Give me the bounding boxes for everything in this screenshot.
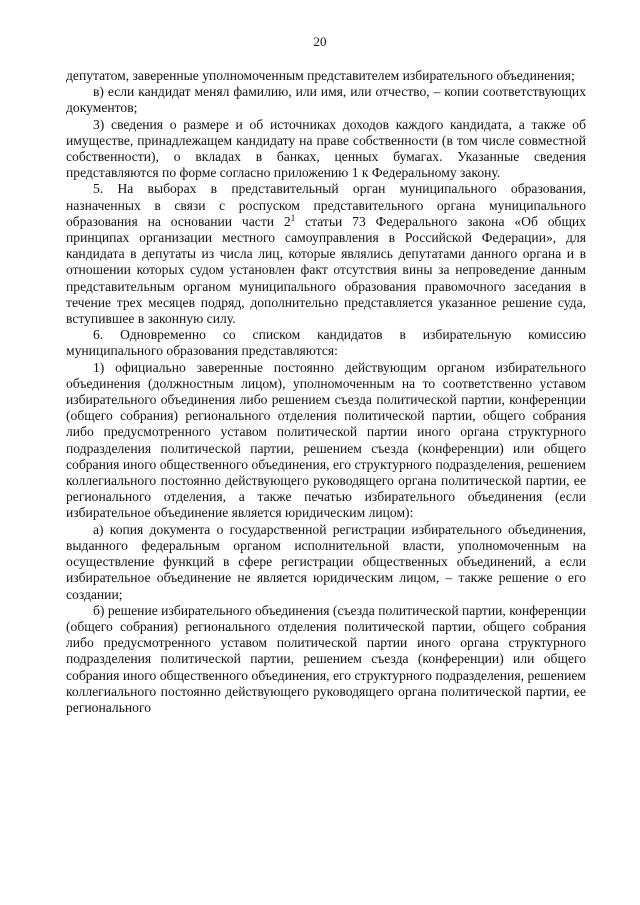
paragraph-5-text-start: 5. На выборах в представительный орган муниципального образования, назначенных в связи с роспуском представительного органа муниципального образования на основании части 2 — [66, 181, 586, 229]
paragraph-continuation: депутатом, заверенные уполномоченным представителем избирательного объединения; — [66, 68, 575, 83]
paragraph-item-b: б) решение избирательного объединения (съезда политической партии, конференции (общего собрания) регионального отделения политической партии, общего собрания либо предусмотренного уставом политической партии иного органа структурного подразделения политической партии, решением съезда (конференции) или общего собрания иного общественного объединения, его структурного подразделения, решением коллегиального постоянно действующего руководящего органа политической партии, ее регионального — [66, 602, 586, 715]
paragraph-item-6-1: 1) официально заверенные постоянно действующим органом избирательного объединения (должностным лицом), уполномоченным на то соответственно уставом избирательного объединения либо решением съезда политической партии, конференции (общего собрания) регионального отделения политической партии, общего собрания либо предусмотренного уставом политической партии иного органа структурного подразделения политической партии, решением съезда (конференции) или общего собрания иного общественного объединения, его структурного подразделения, решением коллегиального постоянно действующего руководящего органа политической партии, ее регионального отделения, а также печатью избирательного объединения (если избирательное объединение является юридическим лицом): — [66, 359, 586, 521]
paragraph-item-a: а) копия документа о государственной регистрации избирательного объединения, выданного федеральным органом исполнительной власти, уполномоченным на осуществление функций в сфере регистрации общественных объединений, а если избирательное объединение не является юридическим лицом, – также решение о его создании; — [66, 521, 586, 602]
superscript-marker: 1 — [290, 212, 296, 223]
paragraph-item-v: в) если кандидат менял фамилию, или имя, или отчество, – копии соответствующих документов; — [66, 84, 586, 116]
paragraph-item-3: 3) сведения о размере и об источниках доходов каждого кандидата, а также об имуществе, принадлежащем кандидату на праве собственности (в том числе совместной собственности), о вкладах в банках, ценных бумагах. Указанные сведения представляются по форме согласно приложению 1 к Федеральному закону. — [66, 116, 586, 181]
paragraph-item-5 — [66, 181, 586, 327]
paragraph-5-text-end: статьи 73 Федерального закона «Об общих принципах организации местного самоуправления в Российской Федерации», для кандидата в депутаты из числа лиц, которые являлись депутатами данного органа и в отношении которых судом установлен факт отсутствия вины за непроведение данным представительным органом муниципального образования правомочного заседания в течение трех месяцев подряд, дополнительно представляется указанное решение суда, вступившее в законную силу. — [66, 213, 586, 327]
paragraph-item-6: 6. Одновременно со списком кандидатов в избирательную комиссию муниципального образования представляются: — [66, 327, 586, 359]
page-number: 20 — [313, 34, 327, 49]
document-body — [66, 68, 586, 716]
